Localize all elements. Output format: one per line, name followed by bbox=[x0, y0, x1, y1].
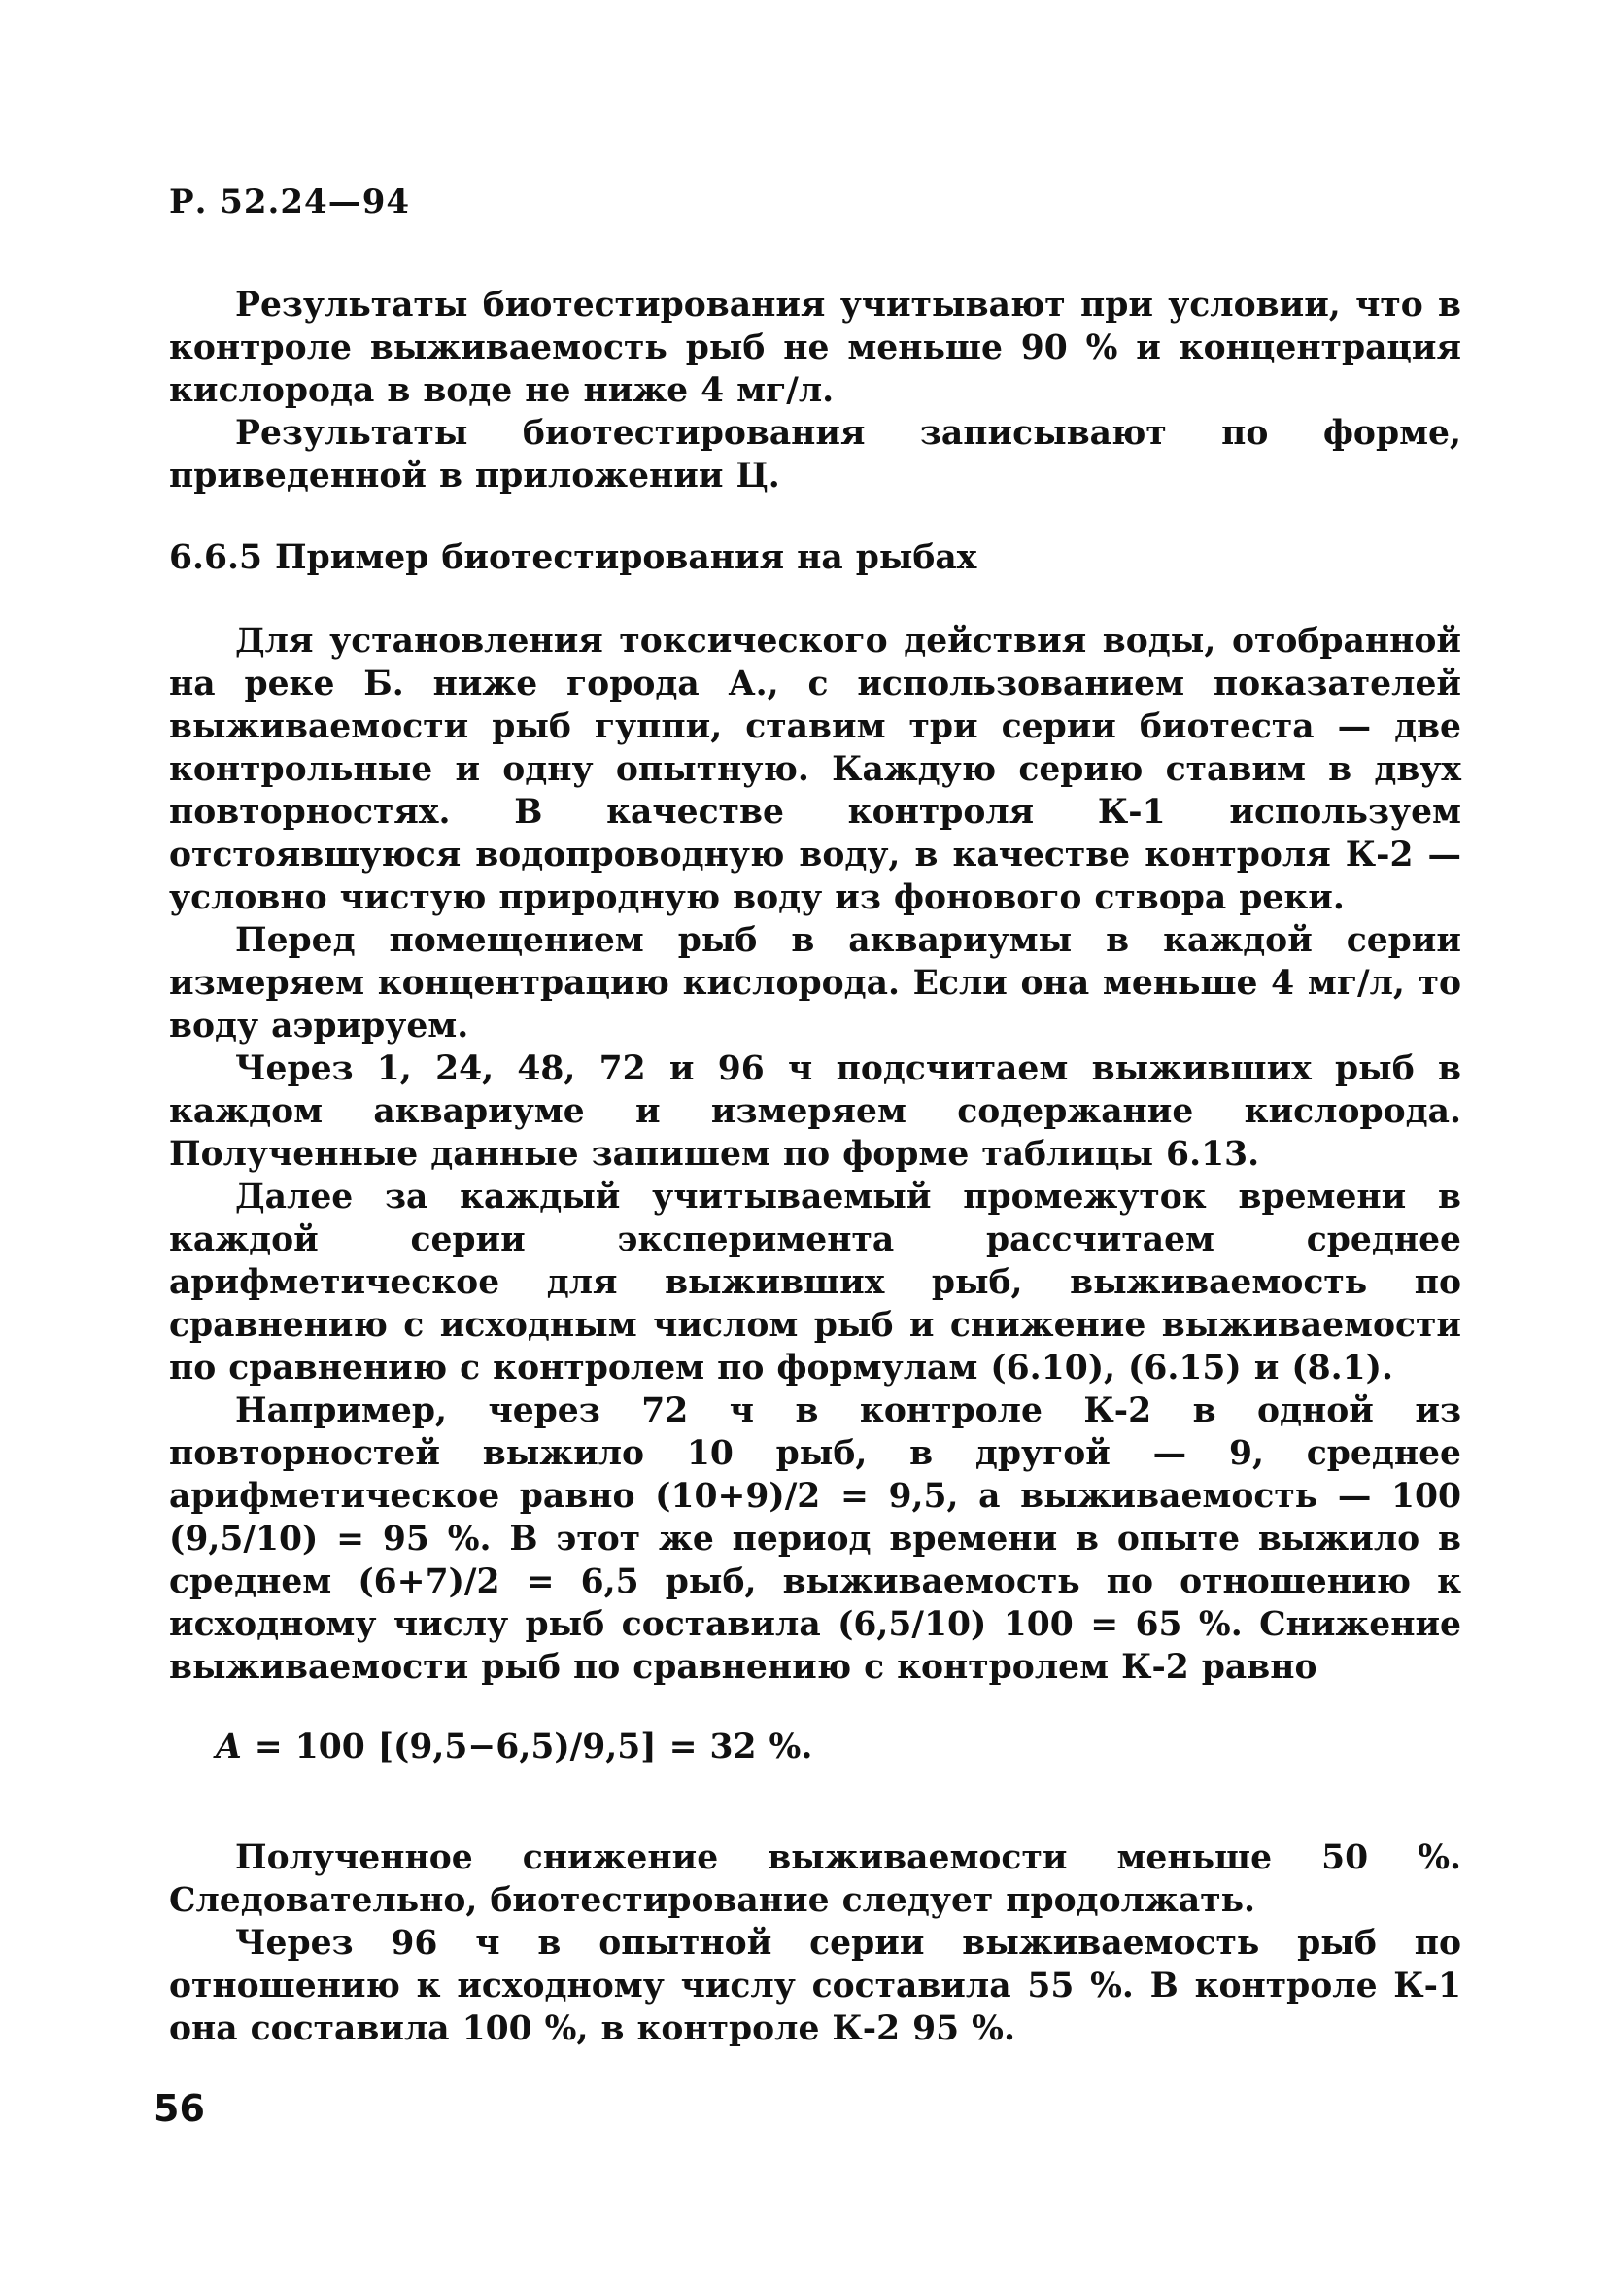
paragraph-recording: Результаты биотестирования записывают по форме, приведенной в приложении Ц. bbox=[169, 414, 1461, 496]
paragraph-conditions: Результаты биотестирования учитывают при условии, что в контроле выживаемость рыб не меньше 90 % и концентрация кислорода в воде не ниже 4 мг/л. bbox=[169, 286, 1461, 410]
section-heading: 6.6.5 Пример биотестирования на рыбах bbox=[169, 538, 977, 577]
paragraph-final-results: Через 96 ч в опытной серии выживаемость рыб по отношению к исходному числу составила 55 %. В контроле К-1 она составила 100 %, в контроле К-2 95 %. bbox=[169, 1924, 1461, 2048]
page-number: 56 bbox=[154, 2087, 205, 2130]
formula-expression: = 100 [(9,5−6,5)/9,5] = 32 %. bbox=[241, 1728, 813, 1766]
paragraph-calculation: Далее за каждый учитываемый промежуток времени в каждой серии эксперимента рассчитаем среднее арифметическое для выживших рыб, выживаемость по сравнению с исходным числом рыб и снижение выживаемости по сравнению с контролем по формулам (6.10), (6.15) и (8.1). bbox=[169, 1178, 1461, 1388]
document-page bbox=[169, 181, 1461, 2050]
paragraph-example: Например, через 72 ч в контроле К-2 в одной из повторностей выжило 10 рыб, в другой — 9, среднее арифметическое равно (10+9)/2 = 9,5, а выживаемость — 100 (9,5/10) = 95 %. В этот же период времени в опыте выжило в среднем (6+7)/2 = 6,5 рыб, выживаемость по отношению к исходному числу рыб составила (6,5/10) 100 = 65 %. Снижение выживаемости рыб по сравнению с контролем К-2 равно bbox=[169, 1391, 1461, 1687]
formula bbox=[169, 1726, 1461, 1768]
paragraph-setup: Для установления токсического действия воды, отобранной на реке Б. ниже города А., с использованием показателей выживаемости рыб гуппи, ставим три серии биотеста — две контрольные и одну опытную. Каждую серию ставим в двух повторностях. В качестве контроля К-1 используем отстоявшуюся водопроводную воду, в качестве контроля К-2 — условно чистую природную воду из фонового створа реки. bbox=[169, 622, 1461, 917]
paragraph-conclusion: Полученное снижение выживаемости меньше 50 %. Следовательно, биотестирование следует продолжать. bbox=[169, 1838, 1461, 1920]
paragraph-oxygen: Перед помещением рыб в аквариумы в каждой серии измеряем концентрацию кислорода. Если она меньше 4 мг/л, то воду аэрируем. bbox=[169, 921, 1461, 1045]
formula-variable: A bbox=[216, 1728, 242, 1766]
document-code: Р. 52.24—94 bbox=[169, 183, 411, 222]
paragraph-counting: Через 1, 24, 48, 72 и 96 ч подсчитаем выживших рыб в каждом аквариуме и измеряем содержание кислорода. Полученные данные запишем по форме таблицы 6.13. bbox=[169, 1049, 1461, 1174]
